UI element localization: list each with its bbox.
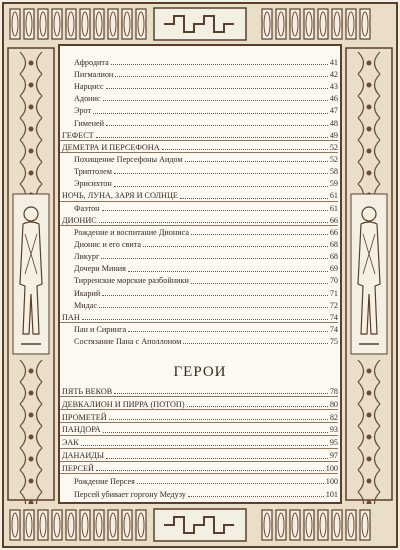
toc-entry-page: 66 xyxy=(329,215,338,225)
toc-entry-title: Эрот xyxy=(74,106,92,116)
toc-entry-title: Эрисихтон xyxy=(74,179,112,189)
dot-leader xyxy=(180,197,328,199)
dot-leader xyxy=(188,495,324,497)
toc-entry-title: Триптолем xyxy=(74,167,112,177)
toc-entry xyxy=(60,475,338,486)
toc-entry xyxy=(60,398,338,410)
toc-entry-title: ПРОМЕТЕЙ xyxy=(62,412,107,422)
toc-entry-page: 68 xyxy=(329,240,338,250)
toc-entry xyxy=(60,105,338,116)
toc-entry xyxy=(60,450,338,462)
toc-entry-page: 61 xyxy=(329,191,338,201)
dot-leader xyxy=(115,75,327,77)
toc-entry-title: Похищение Персефоны Аидом xyxy=(74,154,183,164)
dot-leader xyxy=(102,294,328,296)
toc-entry-page: 70 xyxy=(329,276,338,286)
toc-entry xyxy=(60,437,338,449)
toc-entry xyxy=(60,385,338,397)
toc-entry-title: ДЕМЕТРА И ПЕРСЕФОНА xyxy=(62,142,160,152)
toc-entry-title: Дионис и его свита xyxy=(74,240,142,250)
toc-entry-title: ПЕРСЕЙ xyxy=(62,464,94,474)
dot-leader xyxy=(111,63,328,65)
toc-entry-page: 43 xyxy=(329,82,338,92)
dot-leader xyxy=(183,342,328,344)
toc-entry-page: 46 xyxy=(329,94,338,104)
toc-entry-page: 47 xyxy=(329,106,338,116)
toc-entry-page: 52 xyxy=(329,142,338,152)
toc-entry-title: Нарцисс xyxy=(74,82,104,92)
toc-entry-title: Состязание Пана с Аполлоном xyxy=(74,337,182,347)
dot-leader xyxy=(114,185,328,187)
toc-entry xyxy=(60,299,338,310)
toc-entry-title: НОЧЬ, ЛУНА, ЗАРЯ И СОЛНЦЕ xyxy=(62,191,178,201)
section-title-heroes: ГЕРОИ xyxy=(173,364,227,380)
toc-entry xyxy=(60,287,338,298)
dot-leader xyxy=(96,136,328,138)
dot-leader xyxy=(102,209,328,211)
dot-leader xyxy=(106,87,328,89)
toc-entry-title: ГЕФЕСТ xyxy=(62,130,94,140)
toc-entry xyxy=(60,202,338,213)
toc-entry-page: 100 xyxy=(325,464,338,474)
toc-entry xyxy=(60,56,338,67)
toc-entry xyxy=(60,238,338,249)
toc-entry xyxy=(60,117,338,128)
dot-leader xyxy=(81,444,328,446)
dot-leader xyxy=(185,160,328,162)
toc-entry-page: 100 xyxy=(325,477,338,487)
toc-entry-title: Рождение Персея xyxy=(74,477,135,487)
toc-entry-title: ДИОНИС xyxy=(62,215,97,225)
dot-leader xyxy=(103,431,328,433)
dot-leader xyxy=(82,318,328,320)
toc-entry-title: Пан и Сиринга xyxy=(74,325,127,335)
toc-entry-title: Тирренские морские разбойники xyxy=(74,276,189,286)
toc-entry-title: Мидас xyxy=(74,300,98,310)
toc-entry-title: Икарий xyxy=(74,288,101,298)
toc-entry-page: 69 xyxy=(329,264,338,274)
toc-entry-page: 52 xyxy=(329,154,338,164)
toc-entry xyxy=(60,80,338,91)
dot-leader xyxy=(99,221,328,223)
dot-leader xyxy=(109,418,328,420)
toc-entry xyxy=(60,190,338,202)
toc-entry xyxy=(60,462,338,474)
toc-entry-page: 74 xyxy=(329,325,338,335)
dot-leader xyxy=(99,306,328,308)
toc-entry xyxy=(60,311,338,323)
dot-leader xyxy=(96,469,324,471)
dot-leader xyxy=(101,257,327,259)
toc-entry xyxy=(60,323,338,334)
toc-entry-page: 68 xyxy=(329,252,338,262)
toc-entry xyxy=(60,129,338,141)
toc-entry-page: 72 xyxy=(329,300,338,310)
dot-leader xyxy=(93,112,328,114)
dot-leader xyxy=(114,392,328,394)
toc-entry-title: ПАНДОРА xyxy=(62,425,101,435)
dot-leader xyxy=(191,282,328,284)
toc-entry xyxy=(60,153,338,164)
dot-leader xyxy=(106,124,328,126)
toc-entry-page: 41 xyxy=(329,57,338,67)
toc-entry xyxy=(60,335,338,346)
toc-entry xyxy=(60,214,338,226)
toc-entry-page: 95 xyxy=(329,438,338,448)
toc-entry-title: Персей убивает горгону Медузу xyxy=(74,489,186,499)
dot-leader xyxy=(114,172,328,174)
dot-leader xyxy=(128,270,328,272)
toc-entry-page: 71 xyxy=(329,288,338,298)
toc-entry xyxy=(60,275,338,286)
toc-entry-page: 93 xyxy=(329,425,338,435)
toc-entry-title: Афродита xyxy=(74,57,109,67)
toc-entry-title: Рождение и воспитание Диониса xyxy=(74,227,190,237)
toc-entry xyxy=(60,250,338,261)
toc-entry-title: Ликург xyxy=(74,252,100,262)
toc-entry-title: Гименей xyxy=(74,118,105,128)
dot-leader xyxy=(128,330,328,332)
toc-entry-page: 101 xyxy=(325,489,338,499)
dot-leader xyxy=(137,482,324,484)
toc-entry xyxy=(60,165,338,176)
toc-entry-page: 42 xyxy=(329,69,338,79)
toc-entry-page: 48 xyxy=(329,118,338,128)
dot-leader xyxy=(187,405,328,407)
toc-entry xyxy=(60,68,338,79)
toc-entry-page: 49 xyxy=(329,130,338,140)
toc-entry xyxy=(60,178,338,189)
dot-leader xyxy=(106,457,328,459)
toc-entry-page: 59 xyxy=(329,179,338,189)
toc-entry-title: ПАН xyxy=(62,312,80,322)
toc-entry xyxy=(60,263,338,274)
toc-entry xyxy=(60,92,338,103)
toc-entry-title: Пигмалион xyxy=(74,69,114,79)
toc-entry-page: 74 xyxy=(329,312,338,322)
dot-leader xyxy=(191,233,328,235)
toc-entry-title: ДАНАИДЫ xyxy=(62,451,104,461)
toc-entry xyxy=(60,226,338,237)
toc-entry xyxy=(60,424,338,436)
toc-entry-title: Дочери Миния xyxy=(74,264,126,274)
toc-entry-page: 58 xyxy=(329,167,338,177)
toc-entry-title: ЭАК xyxy=(62,438,79,448)
toc-entry-page: 78 xyxy=(329,386,338,396)
toc-entry xyxy=(60,411,338,423)
toc-entry-page: 75 xyxy=(329,337,338,347)
toc-entry-page: 61 xyxy=(329,203,338,213)
toc-entry xyxy=(60,488,338,499)
dot-leader xyxy=(143,245,328,247)
toc-entry-title: ПЯТЬ ВЕКОВ xyxy=(62,386,113,396)
dot-leader xyxy=(103,99,328,101)
dot-leader xyxy=(162,148,328,150)
toc-entry xyxy=(60,141,338,153)
toc-entry-page: 66 xyxy=(329,227,338,237)
toc-entry-title: Фаэтон xyxy=(74,203,100,213)
toc-entry-title: Адонис xyxy=(74,94,101,104)
toc-entry-title: ДЕВКАЛИОН И ПИРРА (ПОТОП) xyxy=(62,399,185,409)
toc-entry-page: 97 xyxy=(329,451,338,461)
toc-entry-page: 80 xyxy=(329,399,338,409)
toc-entry-page: 82 xyxy=(329,412,338,422)
